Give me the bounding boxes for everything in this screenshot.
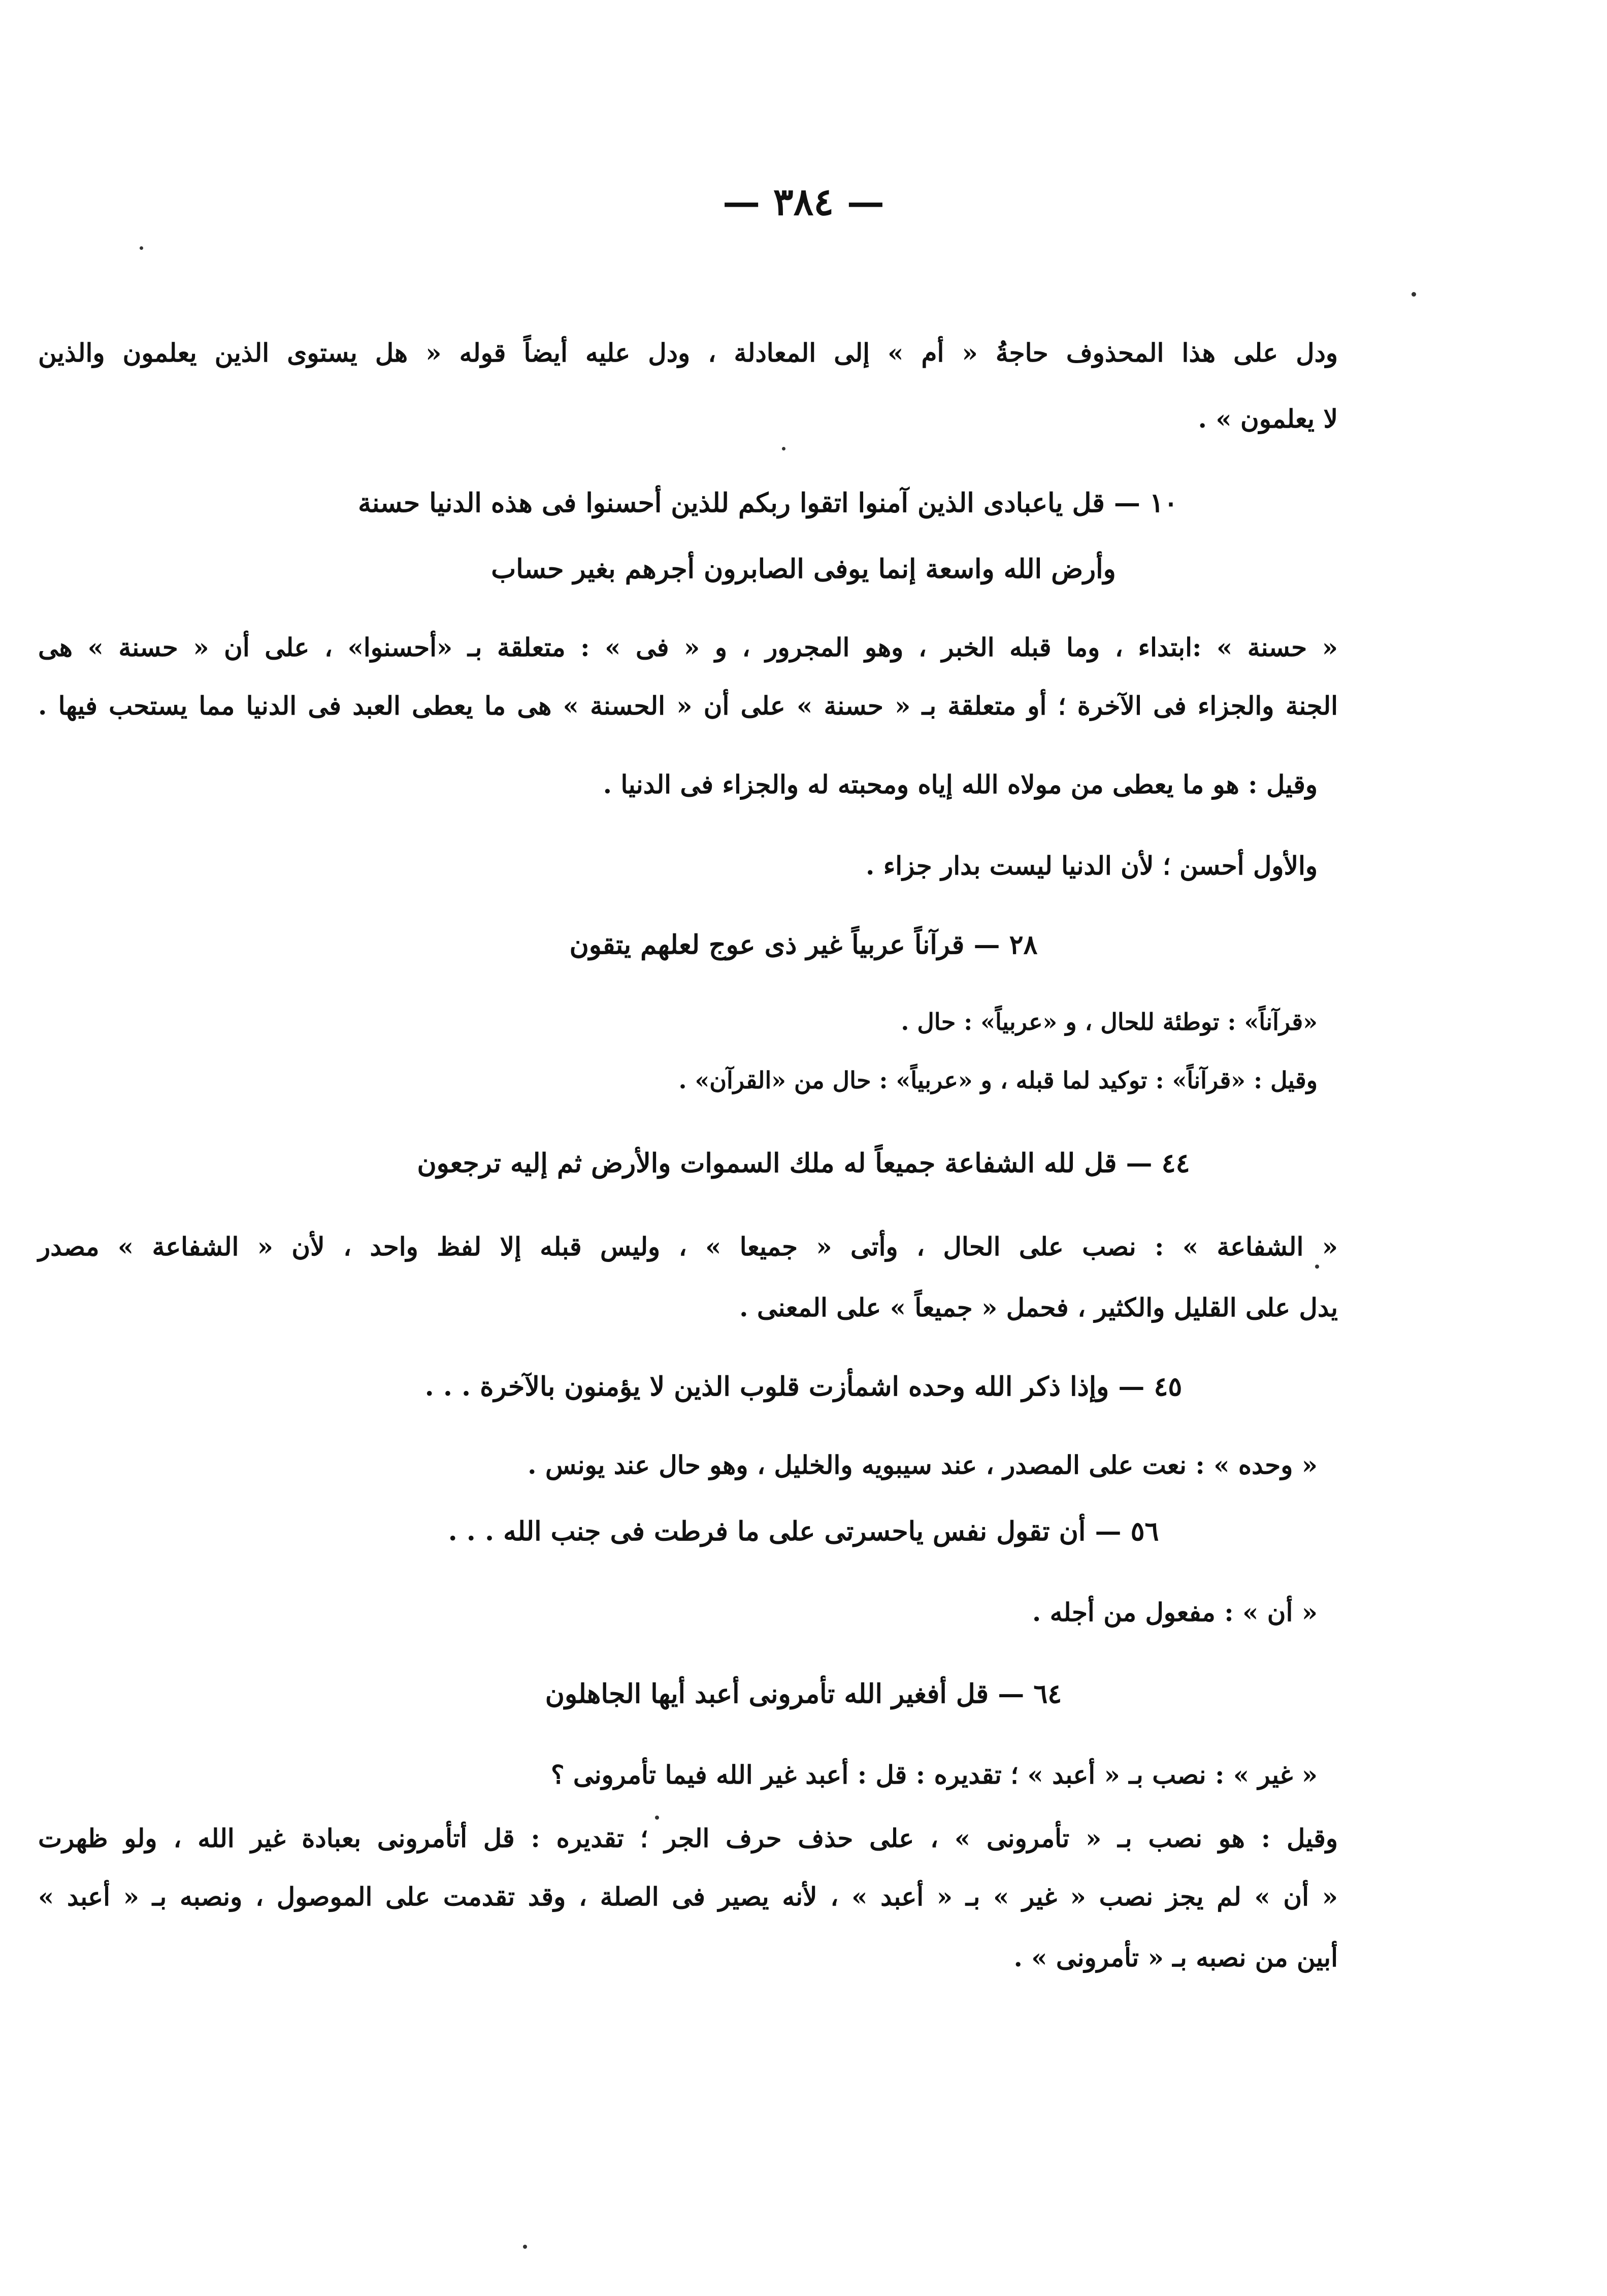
body-line: «قرآناً» : توطئة للحال ، و «عربياً» : حال . xyxy=(901,1008,1318,1036)
scan-speck xyxy=(782,447,785,450)
body-line: والأول أحسن ؛ لأن الدنيا ليست بدار جزاء . xyxy=(865,851,1318,881)
verse-line: ٤٥ — وإذا ذكر الله وحده اشمأزت قلوب الذين لا يؤمنون بالآخرة . . . xyxy=(424,1371,1183,1402)
body-line: وقيل : هو ما يعطى من مولاه الله إياه ومحبته له والجزاء فى الدنيا . xyxy=(603,769,1318,799)
body-line: يدل على القليل والكثير ، فحمل « جميعاً » على المعنى . xyxy=(739,1292,1338,1322)
body-line: الجنة والجزاء فى الآخرة ؛ أو متعلقة بـ « حسنة » على أن « الحسنة » هى ما يعطى العبد فى الدنيا مما يستحب فيها . xyxy=(38,691,1338,721)
body-line: لا يعلمون » . xyxy=(1198,404,1338,434)
verse-line: ١٠ — قل ياعبادى الذين آمنوا اتقوا ربكم للذين أحسنوا فى هذه الدنيا حسنة xyxy=(358,488,1178,519)
body-line: ودل على هذا المحذوف حاجةُ « أم » إلى المعادلة ، ودل عليه أيضاً قوله « هل يستوى الذين يعلمون والذين xyxy=(38,338,1338,368)
body-line: « أن » : مفعول من أجله . xyxy=(1032,1597,1318,1627)
body-line: وقيل : «قرآناً» : توكيد لما قبله ، و «عربياً» : حال من «القرآن» . xyxy=(678,1066,1318,1094)
scan-speck xyxy=(523,2245,527,2249)
body-line: « غير » : نصب بـ « أعبد » ؛ تقديره : قل : أعبد غير الله فيما تأمرونى ؟ xyxy=(550,1760,1318,1790)
body-line: « الشفاعة » : نصب على الحال ، وأتى « جميعا » ، وليس قبله إلا لفظ واحد ، لأن « الشفاعة » مصدر xyxy=(38,1232,1338,1262)
body-line: وقيل : هو نصب بـ « تأمرونى » ، على حذف حرف الجر ؛ تقديره : قل أتأمرونى بعبادة غير الله ، ولو ظهرت xyxy=(38,1823,1338,1853)
verse-line: ٥٦ — أن تقول نفس ياحسرتى على ما فرطت فى جنب الله . . . xyxy=(448,1516,1159,1547)
verse-line: ٦٤ — قل أفغير الله تأمرونى أعبد أيها الجاهلون xyxy=(545,1678,1062,1709)
scan-speck xyxy=(1315,1265,1319,1269)
verse-line: ٢٨ — قرآناً عربياً غير ذى عوج لعلهم يتقون xyxy=(569,929,1038,960)
scan-speck xyxy=(1412,292,1416,297)
body-line: « وحده » : نعت على المصدر ، عند سيبويه والخليل ، وهو حال عند يونس . xyxy=(528,1450,1318,1480)
verse-line: ٤٤ — قل لله الشفاعة جميعاً له ملك السموات والأرض ثم إليه ترجعون xyxy=(417,1148,1190,1179)
scan-speck xyxy=(140,246,143,250)
page-number: — ٣٨٤ — xyxy=(723,180,884,224)
body-line: « حسنة » :ابتداء ، وما قبله الخبر ، وهو المجرور ، و « فى » : متعلقة بـ «أحسنوا» ، على أن « حسنة » هى xyxy=(38,632,1338,662)
verse-line: وأرض الله واسعة إنما يوفى الصابرون أجرهم بغير حساب xyxy=(491,554,1116,585)
body-line: « أن » لم يجز نصب « غير » بـ « أعبد » ، لأنه يصير فى الصلة ، وقد تقدمت على الموصول ، ونصبه بـ « أعبد » xyxy=(38,1882,1338,1912)
scan-speck xyxy=(655,1816,659,1820)
body-line: أبين من نصبه بـ « تأمرونى » . xyxy=(1013,1943,1338,1972)
